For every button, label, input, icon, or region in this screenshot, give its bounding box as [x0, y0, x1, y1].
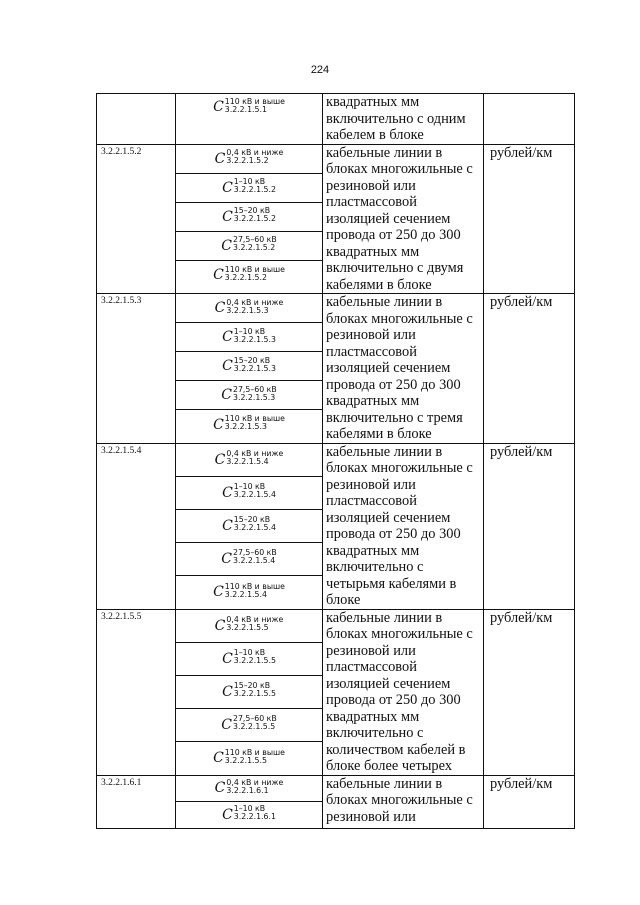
symbol-indices: [233, 804, 276, 821]
code-subscript: 3.2.2.1.5.4: [233, 556, 276, 565]
voltage-subcell: [176, 294, 322, 323]
symbol-letter: C: [214, 300, 226, 316]
description-cell: [323, 443, 484, 609]
unit-cell: рублей/км: [484, 609, 575, 775]
symbol-indices: [224, 581, 285, 599]
symbol-indices: [224, 264, 285, 282]
symbol-stack: [176, 610, 322, 775]
symbol-stack: [176, 776, 322, 828]
rate-symbol: [222, 326, 276, 345]
voltage-subcell: [176, 776, 322, 802]
rate-symbol: [213, 264, 285, 283]
rate-symbol: [213, 414, 285, 433]
voltage-superscript: 110 кВ и выше: [224, 264, 285, 274]
code-subscript: 3.2.2.1.5.2: [226, 156, 269, 165]
voltage-superscript: 1–10 кВ: [233, 177, 266, 186]
voltage-superscript: 0,4 кВ и ниже: [226, 615, 284, 624]
voltage-subcell: [176, 643, 322, 676]
symbol-letter: C: [222, 208, 233, 225]
row-code: 3.2.2.1.5.3: [97, 294, 176, 444]
symbol-indices: [233, 548, 277, 565]
voltage-subcell: [176, 261, 322, 290]
symbol-letter: C: [221, 716, 232, 733]
symbol-indices: [224, 96, 285, 114]
voltage-subcell: [176, 676, 322, 709]
rate-symbol: [222, 804, 276, 823]
voltage-subcell: [176, 232, 322, 261]
symbol-indices: [224, 414, 285, 431]
voltage-superscript: 110 кВ и выше: [224, 581, 285, 591]
rate-symbol: [214, 148, 284, 167]
symbol-indices: [233, 326, 276, 344]
symbol-letter: C: [213, 416, 224, 433]
rate-symbol: [214, 615, 284, 634]
rate-symbol: [214, 777, 284, 796]
symbol-indices: [226, 297, 284, 315]
symbol-indices: [226, 777, 284, 795]
row-code: [97, 94, 176, 145]
voltage-subcell: [176, 410, 322, 439]
voltage-subcell: [176, 610, 322, 643]
symbol-letter: C: [213, 584, 224, 600]
table-row: [97, 294, 575, 444]
table-row: [97, 775, 575, 828]
voltage-superscript: 15–20 кВ: [233, 355, 271, 365]
voltage-superscript: 1–10 кВ: [233, 482, 266, 491]
code-subscript: 3.2.2.1.6.1: [233, 812, 276, 821]
code-subscript: 3.2.2.1.5.5: [224, 755, 267, 765]
symbol-indices: [233, 206, 276, 223]
symbol-letter: C: [222, 806, 233, 823]
voltage-subcell: [176, 543, 322, 576]
symbol-indices: [233, 355, 276, 373]
symbol-letter: C: [214, 780, 226, 796]
rate-symbol: [222, 482, 276, 501]
code-subscript: 3.2.2.1.5.3: [233, 392, 276, 402]
rate-symbol: [214, 449, 284, 468]
rate-symbol: [221, 714, 277, 733]
voltage-superscript: 1–10 кВ: [233, 648, 266, 657]
symbol-letter: C: [222, 329, 233, 345]
row-code: 3.2.2.1.5.5: [97, 609, 176, 775]
voltage-subcell: [176, 576, 322, 609]
voltage-superscript: 110 кВ и выше: [224, 747, 285, 757]
symbol-stack: [176, 444, 322, 609]
description-text: кабельные линии в блоках многожильные с резиновой или пластмассовой изоляцией сечением провода от 250 до 300 квадратных мм включительно с четырьмя кабелями в блоке: [326, 443, 473, 608]
unit-cell: рублей/км: [484, 144, 575, 294]
symbol-indices: [233, 515, 276, 532]
symbol-indices: [226, 148, 284, 165]
symbol-indices: [233, 177, 276, 194]
code-subscript: 3.2.2.1.5.2: [233, 243, 276, 252]
row-code: 3.2.2.1.5.4: [97, 443, 176, 609]
description-text: кабельные линии в блоках многожильные с резиновой или пластмассовой изоляцией сечением провода от 250 до 300 квадратных мм включительно с количеством кабелей в блоке более четырех: [326, 609, 473, 774]
voltage-superscript: 1–10 кВ: [233, 804, 266, 813]
symbol-letter: C: [222, 517, 233, 534]
symbol-letter: C: [221, 550, 232, 567]
rate-symbol: [221, 235, 277, 254]
voltage-superscript: 15–20 кВ: [233, 206, 271, 215]
symbol-indices: [226, 449, 284, 466]
description-text: кабельные линии в блоках многожильные с резиновой или пластмассовой изоляцией сечением провода от 250 до 300 квадратных мм включительно с тремя кабелями в блоке: [326, 294, 473, 442]
symbol-stack: [176, 294, 322, 439]
symbol-indices: [233, 681, 276, 698]
code-subscript: 3.2.2.1.5.2: [233, 214, 276, 223]
unit-cell: [484, 94, 575, 145]
rate-symbol: [222, 515, 276, 534]
code-subscript: 3.2.2.1.5.3: [233, 334, 276, 344]
rate-symbol: [213, 96, 285, 115]
symbol-letter: C: [221, 237, 232, 254]
voltage-superscript: 27,5–60 кВ: [233, 235, 277, 244]
code-subscript: 3.2.2.1.5.1: [224, 104, 267, 114]
voltage-superscript: 27,5–60 кВ: [233, 548, 277, 557]
symbol-indices: [233, 482, 276, 499]
symbol-letter: C: [213, 267, 224, 283]
symbol-letter: C: [213, 750, 224, 766]
voltage-superscript: 15–20 кВ: [233, 515, 271, 524]
table-row: [97, 443, 575, 609]
rate-symbol: [213, 581, 285, 600]
symbol-letter: C: [222, 683, 233, 700]
table-row: [97, 94, 575, 145]
symbol-cell: [176, 144, 323, 294]
voltage-subcell: [176, 323, 322, 352]
row-code: 3.2.2.1.5.2: [97, 144, 176, 294]
voltage-superscript: 110 кВ и выше: [224, 96, 285, 106]
rate-symbol: [222, 355, 276, 374]
code-subscript: 3.2.2.1.5.4: [226, 457, 269, 466]
voltage-subcell: [176, 203, 322, 232]
symbol-letter: C: [214, 451, 226, 468]
symbol-letter: C: [222, 179, 233, 196]
voltage-superscript: 27,5–60 кВ: [233, 714, 277, 723]
code-subscript: 3.2.2.1.5.4: [233, 490, 276, 499]
symbol-stack: [176, 145, 322, 290]
symbol-indices: [233, 714, 277, 731]
page-number: 224: [310, 64, 330, 76]
code-subscript: 3.2.2.1.5.2: [233, 185, 276, 194]
symbol-letter: C: [222, 358, 233, 374]
rate-symbol: [221, 548, 277, 567]
rate-symbol: [214, 297, 284, 316]
description-cell: [323, 294, 484, 444]
table-body: [97, 94, 575, 829]
voltage-superscript: 110 кВ и выше: [224, 414, 285, 423]
rate-symbol: [222, 177, 276, 196]
symbol-indices: [233, 235, 277, 252]
voltage-superscript: 15–20 кВ: [233, 681, 271, 690]
symbol-cell: [176, 294, 323, 444]
symbol-indices: [226, 615, 284, 632]
description-text: кабельные линии в блоках многожильные с резиновой или: [326, 775, 473, 825]
symbol-letter: C: [213, 99, 224, 115]
symbol-cell: [176, 775, 323, 828]
code-subscript: 3.2.2.1.5.3: [233, 363, 276, 373]
voltage-subcell: [176, 444, 322, 477]
voltage-subcell: [176, 94, 322, 120]
voltage-subcell: [176, 145, 322, 174]
code-subscript: 3.2.2.1.5.5: [233, 656, 276, 665]
symbol-cell: [176, 609, 323, 775]
voltage-subcell: [176, 352, 322, 381]
code-subscript: 3.2.2.1.6.1: [226, 785, 269, 795]
voltage-subcell: [176, 802, 322, 828]
symbol-cell: [176, 443, 323, 609]
voltage-subcell: [176, 510, 322, 543]
voltage-superscript: 0,4 кВ и ниже: [226, 297, 284, 307]
symbol-letter: C: [214, 150, 226, 167]
code-subscript: 3.2.2.1.5.2: [224, 272, 267, 282]
description-text: квадратных мм включительно с одним кабелем в блоке: [326, 94, 466, 143]
unit-cell: рублей/км: [484, 775, 575, 828]
code-subscript: 3.2.2.1.5.5: [226, 623, 269, 632]
voltage-subcell: [176, 742, 322, 775]
rate-symbol: [222, 681, 276, 700]
voltage-superscript: 0,4 кВ и ниже: [226, 148, 284, 157]
rate-symbol: [222, 648, 276, 667]
symbol-cell: [176, 94, 323, 145]
table-row: [97, 609, 575, 775]
symbol-letter: C: [222, 650, 233, 667]
tariff-table: [96, 93, 575, 829]
voltage-subcell: [176, 381, 322, 410]
code-subscript: 3.2.2.1.5.4: [224, 589, 267, 599]
unit-cell: рублей/км: [484, 443, 575, 609]
rate-symbol: [213, 747, 285, 766]
description-cell: [323, 144, 484, 294]
voltage-superscript: 0,4 кВ и ниже: [226, 449, 284, 458]
voltage-superscript: 0,4 кВ и ниже: [226, 777, 284, 787]
code-subscript: 3.2.2.1.5.5: [233, 689, 276, 698]
code-subscript: 3.2.2.1.5.4: [233, 523, 276, 532]
code-subscript: 3.2.2.1.5.3: [226, 305, 269, 315]
symbol-stack: [176, 94, 322, 120]
voltage-subcell: [176, 477, 322, 510]
description-text: кабельные линии в блоках многожильные с резиновой или пластмассовой изоляцией сечением провода от 250 до 300 квадратных мм включительно с двумя кабелями в блоке: [326, 144, 473, 293]
code-subscript: 3.2.2.1.5.5: [233, 722, 276, 731]
description-cell: [323, 609, 484, 775]
description-cell: [323, 94, 484, 145]
voltage-subcell: [176, 174, 322, 203]
row-code: 3.2.2.1.6.1: [97, 775, 176, 828]
unit-cell: рублей/км: [484, 294, 575, 444]
symbol-letter: C: [214, 617, 226, 634]
table-row: [97, 144, 575, 294]
code-subscript: 3.2.2.1.5.3: [224, 422, 267, 431]
rate-symbol: [222, 206, 276, 225]
symbol-letter: C: [221, 387, 232, 403]
voltage-superscript: 27,5–60 кВ: [233, 384, 277, 394]
symbol-indices: [224, 747, 285, 765]
symbol-indices: [233, 648, 276, 665]
description-cell: [323, 775, 484, 828]
symbol-indices: [233, 384, 277, 402]
voltage-superscript: 1–10 кВ: [233, 326, 266, 336]
voltage-subcell: [176, 709, 322, 742]
rate-symbol: [221, 384, 277, 403]
symbol-letter: C: [222, 484, 233, 501]
